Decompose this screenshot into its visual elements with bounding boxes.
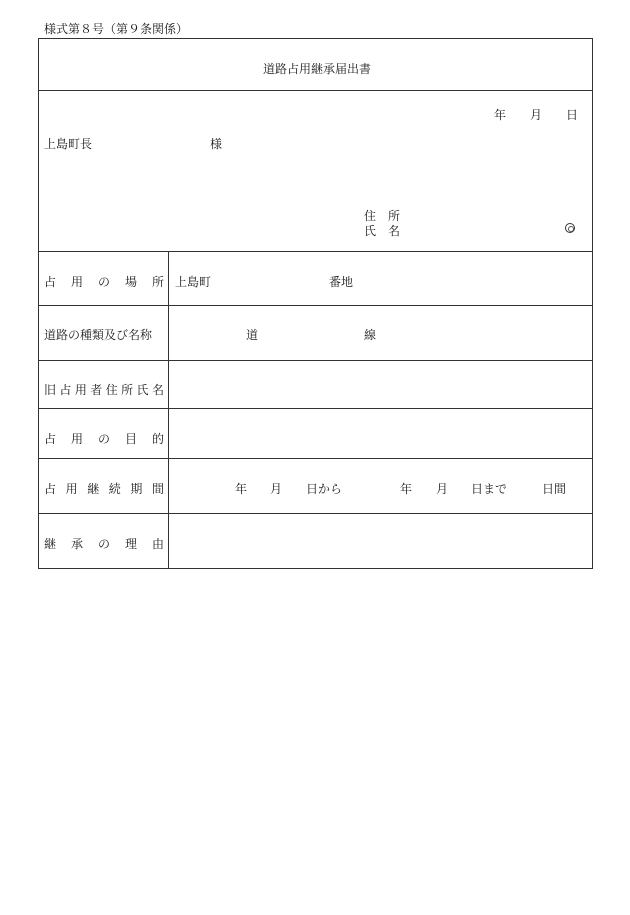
road-line: 線 [364, 328, 377, 342]
divider [38, 90, 593, 91]
divider [38, 305, 593, 306]
applicant-address-label-1: 住 [364, 209, 377, 223]
period-month-to: 月 [436, 482, 449, 496]
applicant-address-label-2: 所 [388, 209, 401, 223]
period-day-from: 日から [306, 482, 343, 496]
divider [38, 408, 593, 409]
divider [38, 458, 593, 459]
period-month-from: 月 [270, 482, 283, 496]
seal-mark [565, 223, 575, 233]
applicant-name-label-2: 名 [388, 224, 401, 238]
addressee-honorific: 様 [210, 137, 223, 151]
date-day: 日 [566, 108, 579, 122]
location-banchi: 番地 [329, 275, 354, 289]
date-year: 年 [494, 108, 507, 122]
period-day-to: 日まで [471, 482, 508, 496]
form-number: 様式第８号（第９条関係） [44, 22, 189, 36]
location-label: 占 用 の 場 所 [44, 275, 164, 289]
divider [38, 513, 593, 514]
date-month: 月 [530, 108, 543, 122]
period-year-to: 年 [400, 482, 413, 496]
purpose-label: 占 用 の 目 的 [44, 432, 164, 446]
location-town: 上島町 [175, 275, 212, 289]
reason-label: 継 承 の 理 由 [44, 537, 164, 551]
applicant-name-label-1: 氏 [364, 224, 377, 238]
divider [38, 360, 593, 361]
road-label: 道路の種類及び名称 [44, 328, 153, 342]
form-title: 道路占用継承届出書 [263, 62, 372, 76]
addressee-name: 上島町長 [44, 137, 93, 151]
column-divider [168, 251, 169, 569]
period-days: 日間 [542, 482, 567, 496]
divider [38, 251, 593, 252]
period-label: 占 用 継 続 期 間 [44, 482, 164, 496]
period-year-from: 年 [235, 482, 248, 496]
former-occupant-label: 旧 占 用 者 住 所 氏 名 [44, 383, 164, 397]
road-type: 道 [246, 328, 259, 342]
